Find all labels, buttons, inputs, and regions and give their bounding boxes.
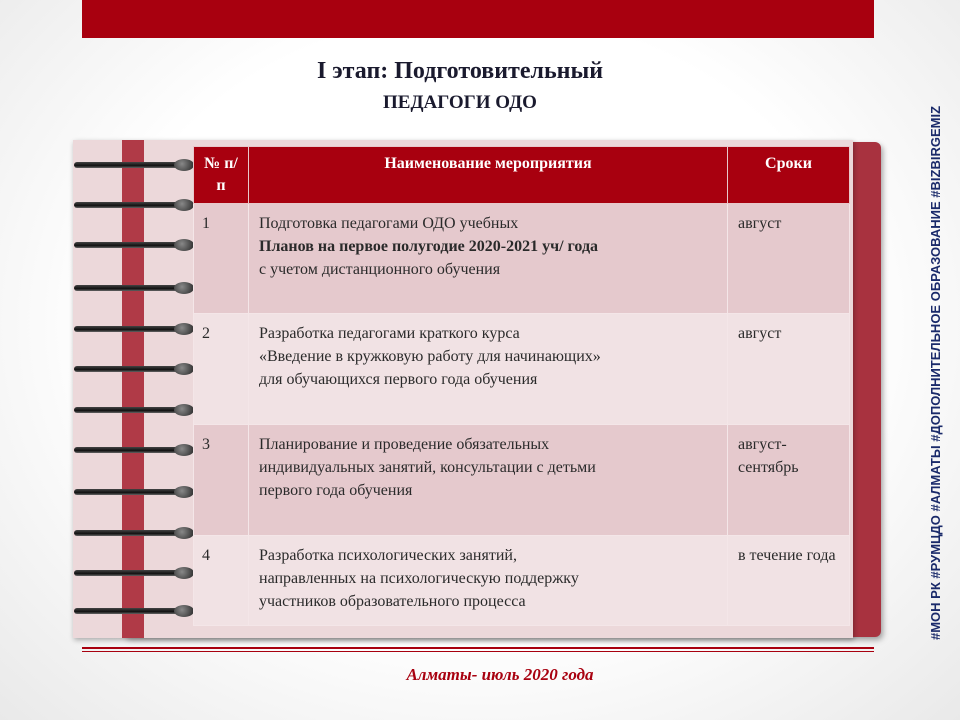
row-term: август-сентябрь [728, 425, 850, 536]
table-row [194, 204, 850, 314]
events-table [193, 146, 850, 626]
row-event [249, 425, 728, 536]
event-line: с учетом дистанционного обучения [259, 261, 501, 278]
top-accent-bar [82, 0, 874, 38]
event-line: Планов на первое полугодие 2020-2021 уч/ года [259, 238, 599, 255]
page-subtitle: ПЕДАГОГИ ОДО [383, 92, 537, 113]
event-line: индивидуальных занятий, консультации с детьми [259, 459, 596, 476]
ring-icon [74, 364, 194, 374]
table-row [194, 536, 850, 626]
table-row [194, 425, 850, 536]
table-header-row [194, 147, 850, 204]
row-number: 3 [194, 425, 249, 536]
ring-icon [74, 445, 194, 455]
ring-icon [74, 487, 194, 497]
page-title: I этап: Подготовительный [316, 58, 604, 84]
ring-icon [74, 283, 194, 293]
footer-divider [82, 647, 874, 649]
ring-icon [74, 240, 194, 250]
ring-icon [74, 324, 194, 334]
event-line: «Введение в кружковую работу для начинающих» [259, 348, 601, 365]
event-line: для обучающихся первого года обучения [259, 371, 538, 388]
footer-divider-thin [82, 651, 874, 652]
row-term: август [728, 204, 850, 314]
hashtag-banner: #МОН РК #РУМЦДО #АЛМАТЫ #ДОПОЛНИТЕЛЬНОЕ ОБРАЗОВАНИЕ #BIZBIRGEMIZ [928, 105, 943, 640]
event-line: Подготовка педагогами ОДО учебных [259, 215, 519, 232]
row-term: в течение года [728, 536, 850, 626]
ring-icon [74, 200, 194, 210]
table-row [194, 314, 850, 425]
event-line: первого года обучения [259, 482, 413, 499]
row-number: 1 [194, 204, 249, 314]
event-line: Планирование и проведение обязательных [259, 436, 550, 453]
column-header-term: Сроки [728, 147, 850, 204]
footer-date: Алматы- июль 2020 года [406, 665, 594, 684]
row-event [249, 536, 728, 626]
ring-icon [74, 160, 194, 170]
notebook-spine [122, 140, 144, 638]
event-line: Разработка психологических занятий, [259, 547, 517, 564]
row-term: август [728, 314, 850, 425]
ring-icon [74, 528, 194, 538]
row-number: 4 [194, 536, 249, 626]
column-header-number: № п/п [194, 147, 249, 204]
event-line: направленных на психологическую поддержку [259, 570, 579, 587]
column-header-name: Наименование мероприятия [249, 147, 728, 204]
ring-icon [74, 568, 194, 578]
ring-icon [74, 405, 194, 415]
row-event [249, 314, 728, 425]
row-number: 2 [194, 314, 249, 425]
ring-icon [74, 606, 194, 616]
row-event [249, 204, 728, 314]
event-line: Разработка педагогами краткого курса [259, 325, 520, 342]
event-line: участников образовательного процесса [259, 593, 526, 610]
